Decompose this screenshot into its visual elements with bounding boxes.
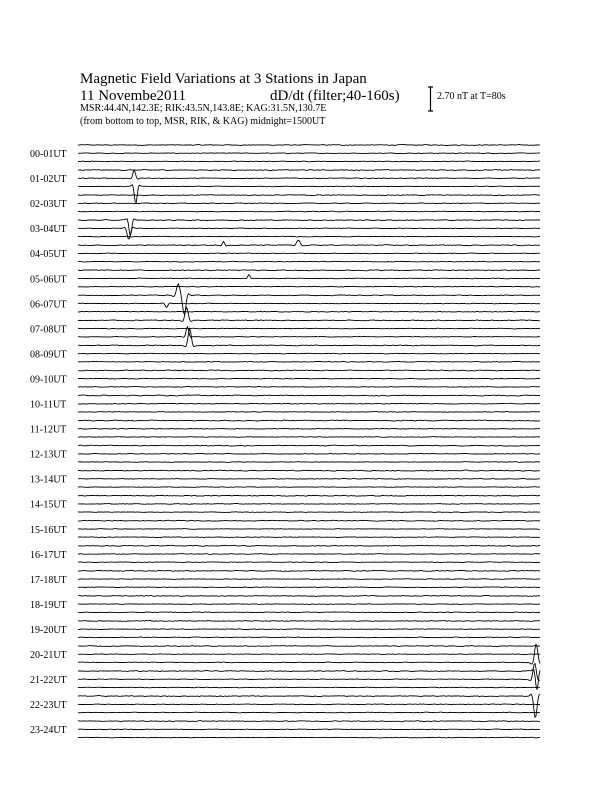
- station-trace-msr: [78, 412, 540, 413]
- station-trace-rik: [78, 353, 540, 354]
- station-trace-kag: [78, 545, 540, 546]
- station-trace-kag: [78, 370, 540, 371]
- hour-row: [30, 621, 540, 638]
- station-trace-rik: [78, 303, 540, 308]
- station-trace-rik: [78, 478, 540, 479]
- station-trace-rik: [78, 453, 540, 454]
- magnetogram-rows: [30, 144, 540, 738]
- station-trace-rik: [78, 328, 540, 329]
- hour-row: [30, 595, 540, 612]
- station-trace-rik: [78, 170, 540, 179]
- hour-row: [30, 284, 540, 315]
- station-trace-rik: [78, 554, 540, 555]
- hour-label: 10-11UT: [30, 399, 67, 411]
- hour-row: [30, 721, 540, 738]
- hour-row: [30, 495, 540, 512]
- hour-label: 04-05UT: [30, 249, 67, 261]
- chart-quantity: dD/dt (filter;40-160s): [270, 88, 400, 104]
- station-trace-msr: [78, 161, 540, 162]
- station-trace-msr: [78, 286, 540, 287]
- station-trace-kag: [78, 520, 540, 521]
- station-trace-kag: [78, 570, 540, 571]
- hour-row: [30, 445, 540, 462]
- station-trace-msr: [78, 261, 540, 262]
- station-trace-msr: [78, 236, 540, 237]
- hour-row: [30, 694, 540, 717]
- hour-label: 15-16UT: [30, 524, 67, 536]
- station-trace-rik: [78, 654, 540, 655]
- station-trace-msr: [78, 712, 540, 713]
- station-trace-rik: [78, 664, 540, 681]
- station-trace-msr: [78, 185, 540, 203]
- hour-row: [30, 520, 540, 537]
- station-trace-msr: [78, 361, 540, 362]
- station-trace-rik: [78, 579, 540, 580]
- hour-row: [30, 420, 540, 437]
- station-trace-rik: [78, 629, 540, 630]
- station-trace-rik: [78, 275, 540, 279]
- hour-row: [30, 545, 540, 562]
- station-trace-kag: [78, 445, 540, 446]
- station-trace-msr: [78, 512, 540, 513]
- chart-date: 11 Novembe2011: [80, 88, 186, 104]
- station-trace-msr: [78, 537, 540, 538]
- station-trace-kag: [78, 240, 540, 246]
- hour-row: [30, 329, 540, 363]
- station-trace-rik: [78, 428, 540, 429]
- station-trace-msr: [78, 637, 540, 638]
- hour-label: 00-01UT: [30, 149, 67, 160]
- station-trace-kag: [78, 470, 540, 471]
- station-trace-kag: [78, 646, 540, 647]
- station-trace-msr: [78, 211, 540, 212]
- hour-row: [30, 219, 540, 239]
- station-trace-kag: [78, 219, 540, 236]
- station-trace-kag: [78, 284, 540, 315]
- station-trace-kag: [78, 329, 540, 347]
- station-trace-rik: [78, 504, 540, 505]
- hour-label: 22-23UT: [30, 700, 67, 712]
- station-trace-kag: [78, 270, 540, 271]
- hour-label: 11-12UT: [30, 424, 67, 436]
- station-trace-kag: [78, 170, 540, 171]
- scale-bar-mark: [428, 87, 433, 111]
- station-trace-kag: [78, 195, 540, 196]
- hour-label: 02-03UT: [30, 199, 67, 211]
- station-trace-rik: [78, 729, 540, 730]
- station-trace-rik: [78, 529, 540, 530]
- station-trace-msr: [78, 737, 540, 738]
- hour-label: 05-06UT: [30, 274, 67, 286]
- hour-row: [30, 195, 540, 212]
- hour-row: [30, 144, 540, 161]
- hour-label: 03-04UT: [30, 224, 67, 236]
- hour-label: 21-22UT: [30, 675, 67, 687]
- station-trace-rik: [78, 604, 540, 605]
- hour-label: 20-21UT: [30, 650, 67, 661]
- station-trace-msr: [78, 311, 540, 312]
- hour-label: 07-08UT: [30, 324, 67, 336]
- hour-label: 12-13UT: [30, 449, 67, 461]
- hour-label: 13-14UT: [30, 474, 67, 486]
- station-trace-msr: [78, 437, 540, 438]
- station-trace-rik: [78, 153, 540, 154]
- station-trace-msr: [78, 612, 540, 613]
- hour-label: 19-20UT: [30, 624, 67, 636]
- hour-label: 06-07UT: [30, 299, 67, 311]
- hour-label: 17-18UT: [30, 574, 67, 586]
- trace-order-note: (from bottom to top, MSR, RIK, & KAG) midnight=1500UT: [80, 116, 326, 127]
- hour-row: [30, 644, 540, 664]
- station-trace-msr: [78, 587, 540, 588]
- hour-row: [30, 370, 540, 387]
- station-trace-kag: [78, 395, 540, 396]
- hour-row: [30, 170, 540, 203]
- station-trace-rik: [78, 203, 540, 204]
- station-trace-kag: [78, 721, 540, 722]
- station-trace-rik: [78, 378, 540, 379]
- hour-row: [30, 395, 540, 412]
- hour-label: 08-09UT: [30, 349, 67, 361]
- station-trace-rik: [78, 253, 540, 254]
- scale-bar-label: 2.70 nT at T=80s: [437, 91, 506, 102]
- hour-label: 16-17UT: [30, 549, 67, 561]
- chart-title: Magnetic Field Variations at 3 Stations in Japan: [80, 71, 367, 87]
- station-trace-kag: [78, 621, 540, 622]
- station-trace-kag: [78, 308, 540, 322]
- station-trace-kag: [78, 420, 540, 421]
- station-trace-msr: [78, 487, 540, 488]
- station-trace-msr: [78, 462, 540, 463]
- station-coordinates: MSR:44.4N,142.3E; RIK:43.5N,143.8E; KAG:31.5N,130.7E: [80, 103, 327, 114]
- hour-row: [30, 470, 540, 487]
- station-trace-rik: [78, 403, 540, 404]
- station-trace-msr: [78, 687, 540, 688]
- station-trace-kag: [78, 595, 540, 596]
- hour-row: [30, 570, 540, 587]
- station-trace-kag: [78, 144, 540, 145]
- scale-bar: [428, 87, 433, 111]
- hour-row: [30, 664, 540, 690]
- station-trace-msr: [78, 562, 540, 563]
- hour-label: 09-10UT: [30, 374, 67, 386]
- hour-label: 23-24UT: [30, 725, 67, 737]
- station-trace-msr: [78, 387, 540, 388]
- station-trace-kag: [78, 694, 540, 717]
- hour-row: [30, 240, 540, 262]
- station-trace-kag: [78, 495, 540, 496]
- hour-label: 14-15UT: [30, 499, 67, 511]
- hour-label: 18-19UT: [30, 599, 67, 611]
- hour-label: 01-02UT: [30, 174, 67, 186]
- station-trace-rik: [78, 704, 540, 705]
- hour-row: [30, 270, 540, 287]
